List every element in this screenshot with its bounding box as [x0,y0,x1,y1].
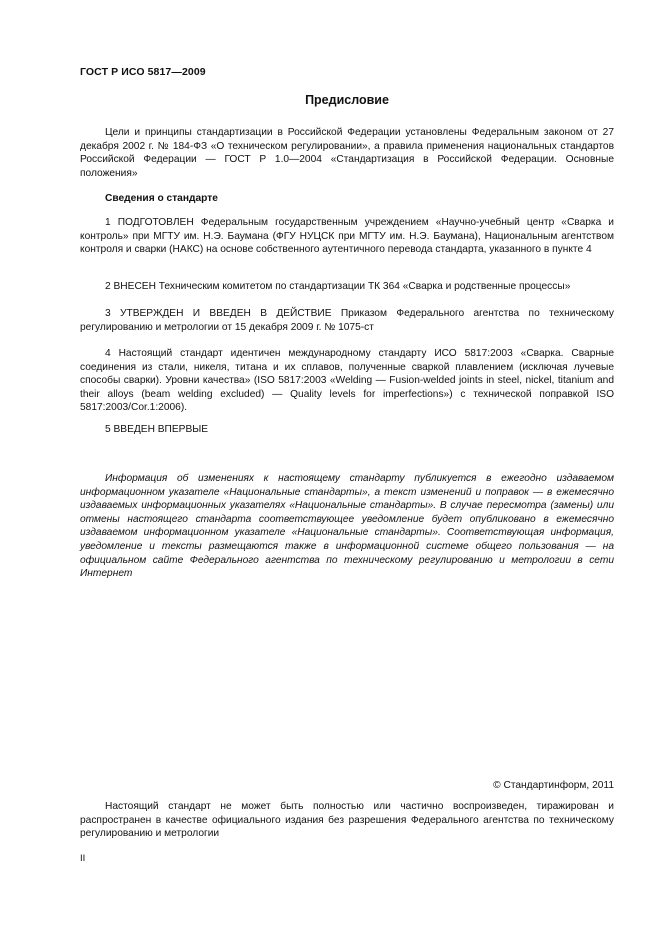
page-number: II [80,853,86,864]
item-3-paragraph: 3 УТВЕРЖДЕН И ВВЕДЕН В ДЕЙСТВИЕ Приказом Федерального агентства по техническому регулированию и метрологии от 15 декабря 2009 г. № 1075-ст [80,308,614,333]
standard-designation: ГОСТ Р ИСО 5817—2009 [80,66,206,78]
item-2-paragraph: 2 ВНЕСЕН Техническим комитетом по стандартизации ТК 364 «Сварка и родственные процессы» [105,281,571,292]
intro-paragraph: Цели и принципы стандартизации в Российской Федерации установлены Федеральным законом от 27 декабря 2002 г. № 184-ФЗ «О техническом регулировании», а правила применения национальных стандартов Российской Федерации — ГОСТ Р 1.0—2004 «Стандартизация в Российской Федерации. Основные положения» [80,127,614,179]
item-5-paragraph: 5 ВВЕДЕН ВПЕРВЫЕ [105,424,209,435]
item-1-paragraph: 1 ПОДГОТОВЛЕН Федеральным государственным учреждением «Научно-учебный центр «Сварка и контроль» при МГТУ им. Н.Э. Баумана (ФГУ НУЦСК при МГТУ им. Н.Э. Баумана), Национальным агентством контроля и сварки (НАКС) на основе собственного аутентичного перевода стандарта, указанного в пункте 4 [80,217,614,256]
section-heading: Сведения о стандарте [105,193,218,204]
page-title: Предисловие [305,93,389,107]
item-4-paragraph: 4 Настоящий стандарт идентичен международному стандарту ИСО 5817:2003 «Сварка. Сварные соединения из стали, никеля, титана и их сплавов, полученные сваркой плавлением (исключая лучевые способы сварки). Уровни качества» (ISO 5817:2003 «Welding — Fusion-welded joints in steel, nickel, titanium and their alloys (beam welding excluded) — Quality levels for imperfections») с технической поправкой ISO 5817:2003/Cor.1:2006). [80,348,614,414]
reproduction-notice-paragraph: Настоящий стандарт не может быть полностью или частично воспроизведен, тиражирован и распространен в качестве официального издания без разрешения Федерального агентства по техническому регулированию и метрологии [80,801,614,840]
copyright-line: © Стандартинформ, 2011 [493,780,614,791]
info-notice-paragraph: Информация об изменениях к настоящему стандарту публикуется в ежегодно издаваемом информационном указателе «Национальные стандарты», а текст изменений и поправок — в ежемесячно издаваемых информационных указателях «Национальные стандарты». В случае пересмотра (замены) или отмены настоящего стандарта соответствующее уведомление будет опубликовано в ежемесячно издаваемом информационном указателе «Национальные стандарты». Соответствующая информация, уведомление и тексты размещаются также в информационной системе общего пользования — на официальном сайте Федерального агентства по техническому регулированию и метрологии в сети Интернет [80,473,614,580]
